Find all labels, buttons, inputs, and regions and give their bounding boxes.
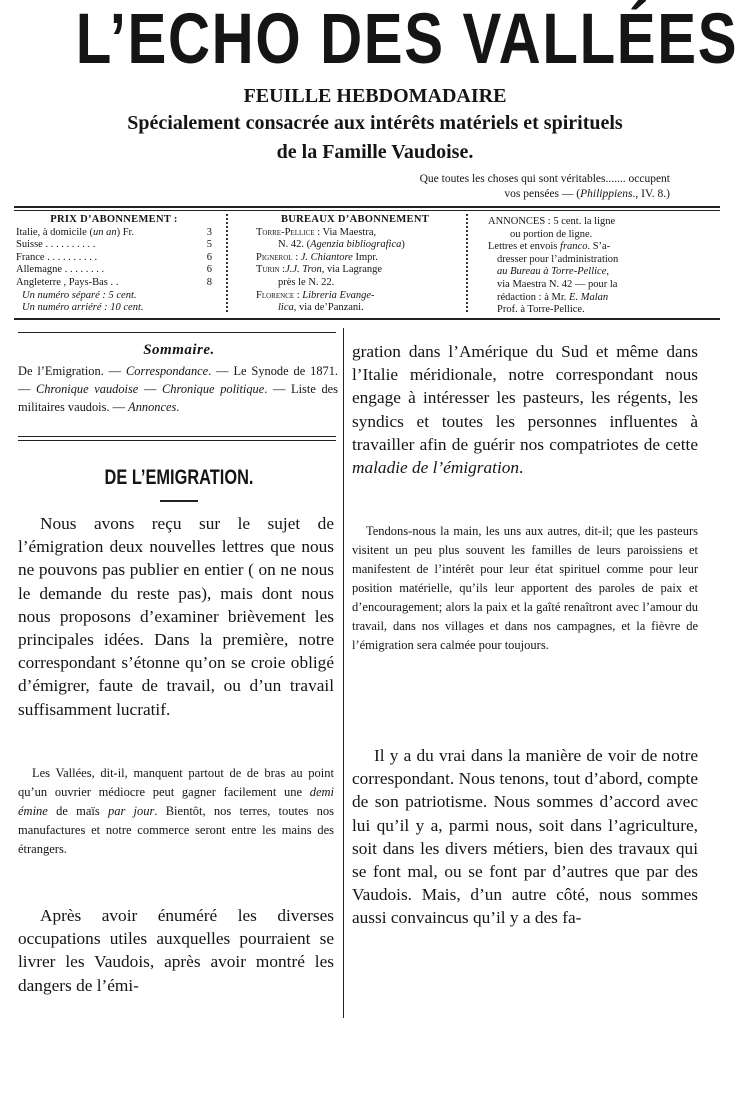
price-row: Suisse . . . . . . . . . . 5 — [16, 239, 212, 251]
price-row: Angleterre , Pays-Bas . . 8 — [16, 276, 212, 288]
epigraph — [250, 172, 670, 202]
annonces-line: rédaction : à Mr. E. Malan — [497, 291, 609, 303]
sommaire-rule-bottom-2 — [18, 440, 336, 441]
office-line: Torre-Pellice : Via Maestra, — [256, 226, 377, 238]
info-rule-bottom — [14, 318, 720, 320]
annonces-line: Lettres et envois franco. S’a- — [488, 241, 611, 253]
newspaper-subtitle: FEUILLE HEBDOMADAIRE — [243, 85, 507, 107]
article-paragraph-1: Nous avons reçu sur le sujet de l’émigration deux nouvelles lettres que nous ne pouvons pas publier en entier ( on ne nous le demande du reste pas), mais dont nous nous proposons d’examiner brièvement les principales idées. Dans la première, notre correspondant s’étonne qu’on se croie obligé d’émigrer, faute de travail, ou d’un travail suffisamment lucratif. — [18, 514, 334, 719]
subscription-offices-header: BUREAUX D’ABONNEMENT — [280, 214, 430, 225]
article-quote-2: Tendons-nous la main, les uns aux autres, dit-il; que les pasteurs visitent un peu plus souvent les familles de leurs paroissiens et manifestent de l’intérêt pour leur état spirituel comme pour leur position matérielle, qu’ils leur apportent des paroles de paix et d’encouragement; alors la paix et la gaîté renaîtront avec l’amour du travail, dans nos villages et dans nos campagnes, et la fièvre de l’émigration sera calmée pour toujours. — [352, 524, 698, 652]
annonces-line: Prof. à Torre-Pellice. — [497, 304, 585, 316]
office-line: Pignerol : J. Chiantore Impr. — [256, 251, 378, 263]
sommaire-rule-top — [18, 332, 336, 333]
article-title: DE L’EMIGRATION. — [104, 466, 254, 489]
info-divider-1 — [226, 214, 228, 312]
annonces-line: via Maestra N. 42 — pour la — [497, 278, 618, 290]
sommaire-text: De l’Emigration. — Correspondance. — Le Synode de 1871. — Chronique vaudoise — Chronique politique. — Liste des militaires vaudois. — Annonces. — [18, 364, 339, 414]
subscription-prices — [16, 214, 212, 315]
back-issue-price: Un numéro arriéré : 10 cent. — [22, 302, 144, 314]
article-paragraph-2: Après avoir énuméré les diverses occupations utiles auxquelles pourraient se livrer les Vaudois, après avoir montré les dangers de l’émi- — [18, 906, 334, 995]
epigraph-line-1: Que toutes les choses qui sont véritables....... occupent — [419, 173, 670, 185]
annonces-line: au Bureau à Torre-Pellice, — [497, 266, 609, 278]
article-title-rule — [160, 500, 198, 502]
price-row: Italie, à domicile (un an) Fr. 3 — [16, 226, 212, 238]
annonces-line: dresser pour l’administration — [497, 253, 619, 265]
subscription-prices-header: PRIX D’ABONNEMENT : — [50, 214, 178, 225]
epigraph-line-2: vos pensées — (Philippiens., IV. 8.) — [504, 188, 670, 200]
annonces-line: ou portion de ligne. — [510, 228, 593, 240]
column-divider — [343, 328, 344, 1018]
info-divider-2 — [466, 214, 468, 312]
header-rule-top — [14, 206, 720, 208]
price-row: France . . . . . . . . . . 6 — [16, 251, 212, 263]
sommaire-rule-bottom-1 — [18, 436, 336, 437]
price-row: Allemagne . . . . . . . . 6 — [16, 264, 212, 276]
office-line: près le N. 22. — [278, 276, 335, 288]
sommaire-title: Sommaire. — [143, 342, 215, 358]
annonces-line: ANNONCES : 5 cent. la ligne — [488, 216, 616, 227]
office-line: N. 42. (Agenzia bibliografica) — [278, 239, 405, 251]
header-rule-inner — [14, 210, 720, 211]
newspaper-title: L’ECHO DES VALLÉES — [75, 0, 739, 79]
article-paragraph-4: Il y a du vrai dans la manière de voir de notre correspondant. Nous tenons, tout d’abord, compte de son patriotisme. Nous sommes d’accord avec lui qu’il y a, parmi nous, soit dans l’agriculture, soit dans les divers métiers, bien des travaux qui se font mal, ou se font par d’autres que par des Vaudois. Mais, d’un autre côté, nous sommes aussi convaincus qu’il y a des fa- — [352, 746, 698, 928]
article-quote-1: Les Vallées, dit-il, manquent partout de de bras au point qu’un ouvrier médiocre peut gagner facilement une demi émine de maïs par jour. Bientôt, nos terres, toutes nos manufactures et notre commerce seront entre les mains des étrangers. — [18, 766, 335, 856]
article-paragraph-3: gration dans l’Amérique du Sud et même dans l’Italie méridionale, notre correspondant nous engage à intéresser les pasteurs, les régents, les syndics et toutes les personnes influentes à travailler afin de guérir nos compatriotes de cette maladie de l’émigration. — [352, 342, 698, 478]
single-issue-price: Un numéro séparé : 5 cent. — [22, 289, 137, 301]
office-line: Turin :J.J. Tron, via Lagrange — [256, 264, 383, 276]
dedication-line-1: Spécialement consacrée aux intérêts matériels et spirituels — [127, 112, 623, 134]
office-line: lica, via de’Panzani. — [278, 302, 364, 314]
subscription-offices — [256, 214, 454, 315]
office-line: Florence : Libreria Evange- — [256, 289, 375, 301]
advertising-info — [488, 216, 708, 317]
dedication-line-2: de la Famille Vaudoise. — [276, 141, 474, 163]
